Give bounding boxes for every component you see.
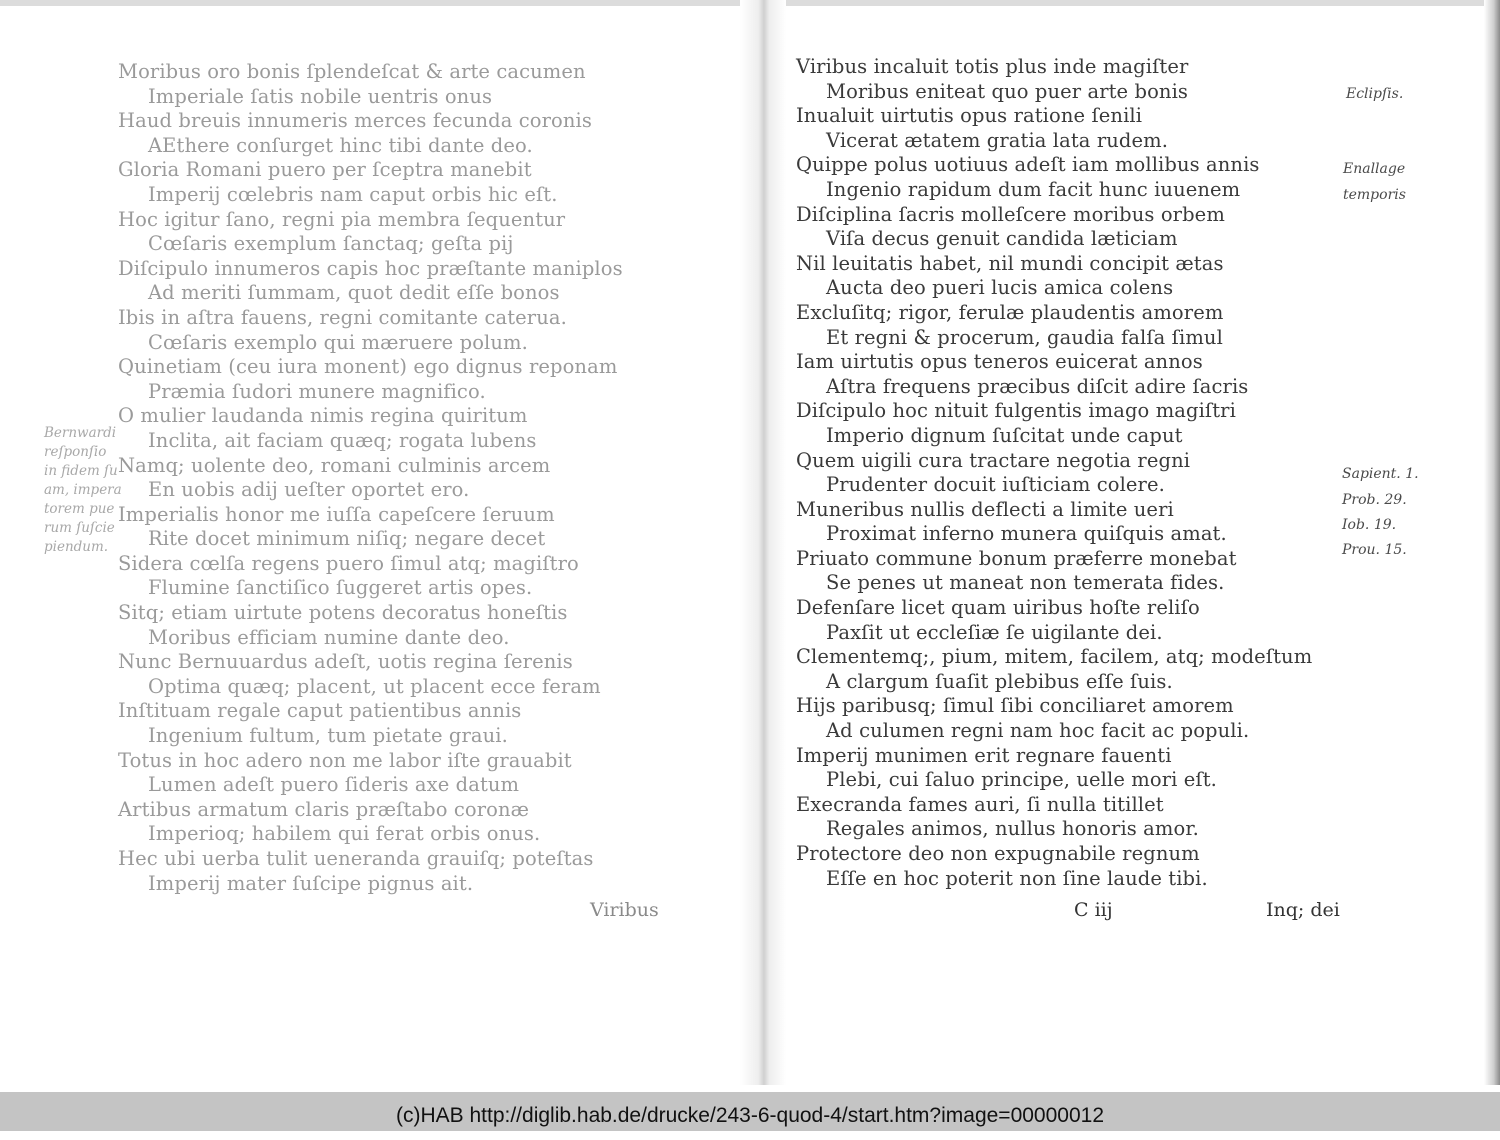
left-page-verses [118, 60, 623, 896]
right-verse-line: Se penes ut maneat non temerata fides. [826, 571, 1225, 595]
right-verse-line: Ad culumen regni nam hoc facit ac populi. [826, 719, 1250, 743]
left-verse-line: Inclita, ait faciam quæq; rogata lubens [148, 428, 537, 452]
margin-note-line: in fidem ſu [44, 463, 118, 479]
right-verse-line: Ingenio rapidum dum facit hunc iuuenem [826, 177, 1241, 201]
left-verse-line: Imperioq; habilem qui ferat orbis onus. [148, 822, 541, 846]
left-verse-line: Totus in hoc adero non me labor iſte grauabit [118, 748, 572, 772]
right-verse-line: A clargum ſuaſit plebibus eſſe ſuis. [826, 669, 1173, 693]
left-verse-line: Imperiale ſatis nobile uentris onus [148, 84, 493, 108]
left-verse-line: Gloria Romani puero per ſceptra manebit [118, 158, 532, 182]
left-verse-line: Sidera cœlſa regens puero ſimul atq; magiſtro [118, 551, 579, 575]
left-verse-line: Hec ubi uerba tulit ueneranda grauiſq; poteſtas [118, 847, 594, 870]
left-verse-line: Artibus armatum claris præſtabo coronæ [118, 797, 530, 821]
right-verse-line: Plebi, cui ſaluo principe, uelle mori eſt. [826, 768, 1217, 792]
right-verse-line: Viribus incaluit totis plus inde magiſter [796, 55, 1189, 78]
right-verse-line: Imperij munimen erit regnare fauenti [796, 743, 1172, 767]
right-verse-line: Quippe polus uotiuus adeſt iam mollibus annis [796, 153, 1260, 177]
right-page [796, 55, 1356, 935]
left-verse-line: Sitq; etiam uirtute potens decoratus honeſtis [118, 601, 568, 625]
right-verse-line: Et regni & procerum, gaudia falſa ſimul [826, 325, 1223, 349]
left-verse-line: Lumen adeſt puero ſideris axe datum [148, 773, 520, 797]
margin-note-sapient: Sapient. 1. [1342, 466, 1419, 482]
right-verse-line: Diſciplina ſacris molleſcere moribus orbem [796, 202, 1225, 226]
right-verse-line: Diſcipulo hoc nituit fulgentis imago magiſtri [796, 399, 1236, 423]
left-verse-line: O mulier laudanda nimis regina quiritum [118, 404, 528, 428]
left-verse-line: En uobis adij ueſter oportet ero. [148, 478, 470, 502]
margin-note-iob: Iob. 19. [1342, 517, 1397, 533]
right-verse-line: Nil leuitatis habet, nil mundi concipit ætas [796, 251, 1224, 275]
margin-note-line: reſponſio [44, 444, 107, 460]
right-verse-line: Hijs paribusq; ſimul ſibi conciliaret amorem [796, 694, 1234, 718]
margin-note-enallage: Enallage [1343, 161, 1406, 177]
left-verse-line: Cœſaris exemplo qui mæruere polum. [148, 330, 528, 354]
right-verse-line: Imperio dignum ſuſcitat unde caput [826, 423, 1183, 447]
right-verse-line: Protectore deo non expugnabile regnum [796, 842, 1200, 865]
left-margin-note [44, 424, 122, 557]
right-verse-line: Paxſit ut eccleſiæ ſe uigilante dei. [826, 620, 1163, 644]
right-catchword: Inq; dei [1266, 899, 1340, 921]
left-verse-line: Ibis in aſtra fauens, regni comitante caterua. [118, 305, 567, 329]
right-verse-line: Priuato commune bonum præferre monebat [796, 546, 1237, 570]
left-verse-line: Namq; uolente deo, romani culminis arcem [118, 453, 551, 477]
left-verse-line: Nunc Bernuuardus adeſt, uotis regina ſerenis [118, 650, 573, 674]
right-verse-line: Iam uirtutis opus teneros euicerat annos [796, 350, 1203, 374]
left-verse-line: Optima quæq; placent, ut placent ecce feram [148, 674, 601, 698]
scan-right-edge [1484, 0, 1500, 1085]
left-verse-line: Inſtituam regale caput patientibus annis [118, 699, 522, 723]
right-verse-line: Regales animos, nullus honoris amor. [826, 817, 1199, 841]
left-catchword: Viribus [590, 899, 659, 921]
right-verse-line: Aſtra frequens præcibus diſcit adire ſacris [826, 374, 1249, 398]
right-verse-line: Proximat inferno munera quiſquis amat. [826, 522, 1227, 546]
left-verse-line: Ad meriti ſummam, quot dedit eſſe bonos [148, 281, 560, 305]
left-verse-line: Haud breuis innumeris merces fecunda coronis [118, 109, 592, 133]
left-verse-line: Quinetiam (ceu iura monent) ego dignus reponam [118, 355, 618, 379]
left-verse-line: Rite docet minimum niſiq; negare decet [148, 527, 546, 551]
margin-note-eclipsis: Eclipſis. [1346, 86, 1404, 102]
right-verse-line: Quem uigili cura tractare negotia regni [796, 448, 1191, 472]
right-verse-line: Execranda fames auri, ſi nulla titillet [796, 792, 1164, 816]
right-page-verses [796, 55, 1312, 891]
left-verse-line: Imperij mater ſuſcipe pignus ait. [148, 871, 474, 895]
right-verse-line: Moribus eniteat quo puer arte bonis [826, 79, 1189, 103]
margin-note-prob: Prob. 29. [1342, 492, 1407, 508]
left-verse-line: Hoc igitur ſano, regni pia membra ſequentur [118, 207, 566, 231]
left-page [118, 60, 678, 930]
left-verse-line: Diſcipulo innumeros capis hoc præſtante maniplos [118, 256, 623, 280]
left-verse-line: Moribus oro bonis ſplendeſcat & arte cacumen [118, 60, 586, 83]
margin-note-temporis: temporis [1343, 187, 1406, 203]
margin-note-line: Bernwardi [44, 425, 117, 441]
right-verse-line: Excluſitq; rigor, ferulæ plaudentis amorem [796, 300, 1224, 324]
margin-note-line: am, impera [44, 482, 122, 498]
right-verse-line: Defenſare licet quam uiribus hoſte reliſo [796, 596, 1200, 620]
signature-mark: C iij [1074, 899, 1113, 921]
margin-note-prou: Prou. 15. [1342, 542, 1407, 558]
left-verse-line: Moribus efficiam numine dante deo. [148, 625, 510, 649]
left-verse-line: Præmia ſudori munere magnifico. [148, 379, 486, 403]
footer-source-url[interactable]: (c)HAB http://diglib.hab.de/drucke/243-6-quod-4/start.htm?image=00000012 [0, 1092, 1500, 1131]
right-verse-line: Vicerat ætatem gratia lata rudem. [826, 128, 1169, 152]
left-verse-line: Cœſaris exemplum ſanctaq; geſta pij [148, 232, 514, 256]
left-verse-line: Imperialis honor me iuſſa capeſcere ſeruum [118, 502, 555, 526]
right-verse-line: Prudenter docuit iuſticiam colere. [826, 473, 1165, 497]
right-verse-line: Muneribus nullis deflecti a limite ueri [796, 497, 1174, 521]
margin-note-line: piendum. [44, 539, 109, 555]
margin-note-line: rum ſuſcie [44, 520, 115, 536]
right-verse-line: Aucta deo pueri lucis amica colens [826, 276, 1174, 300]
left-verse-line: Imperij cœlebris nam caput orbis hic eſt. [148, 182, 558, 206]
right-verse-line: Inualuit uirtutis opus ratione ſenili [796, 104, 1143, 128]
left-verse-line: AEthere conſurget hinc tibi dante deo. [148, 133, 533, 157]
left-verse-line: Flumine ſanctiſico ſuggeret artis opes. [148, 576, 533, 600]
book-gutter [740, 0, 786, 1085]
right-verse-line: Clementemq;, pium, mitem, facilem, atq; modeſtum [796, 645, 1313, 669]
margin-note-line: torem puе [44, 501, 115, 517]
right-verse-line: Eſſe en hoc poterit non ſine laude tibi. [826, 866, 1208, 890]
right-verse-line: Viſa decus genuit candida læticiam [826, 227, 1178, 251]
left-verse-line: Ingenium fultum, tum pietate graui. [148, 724, 508, 748]
